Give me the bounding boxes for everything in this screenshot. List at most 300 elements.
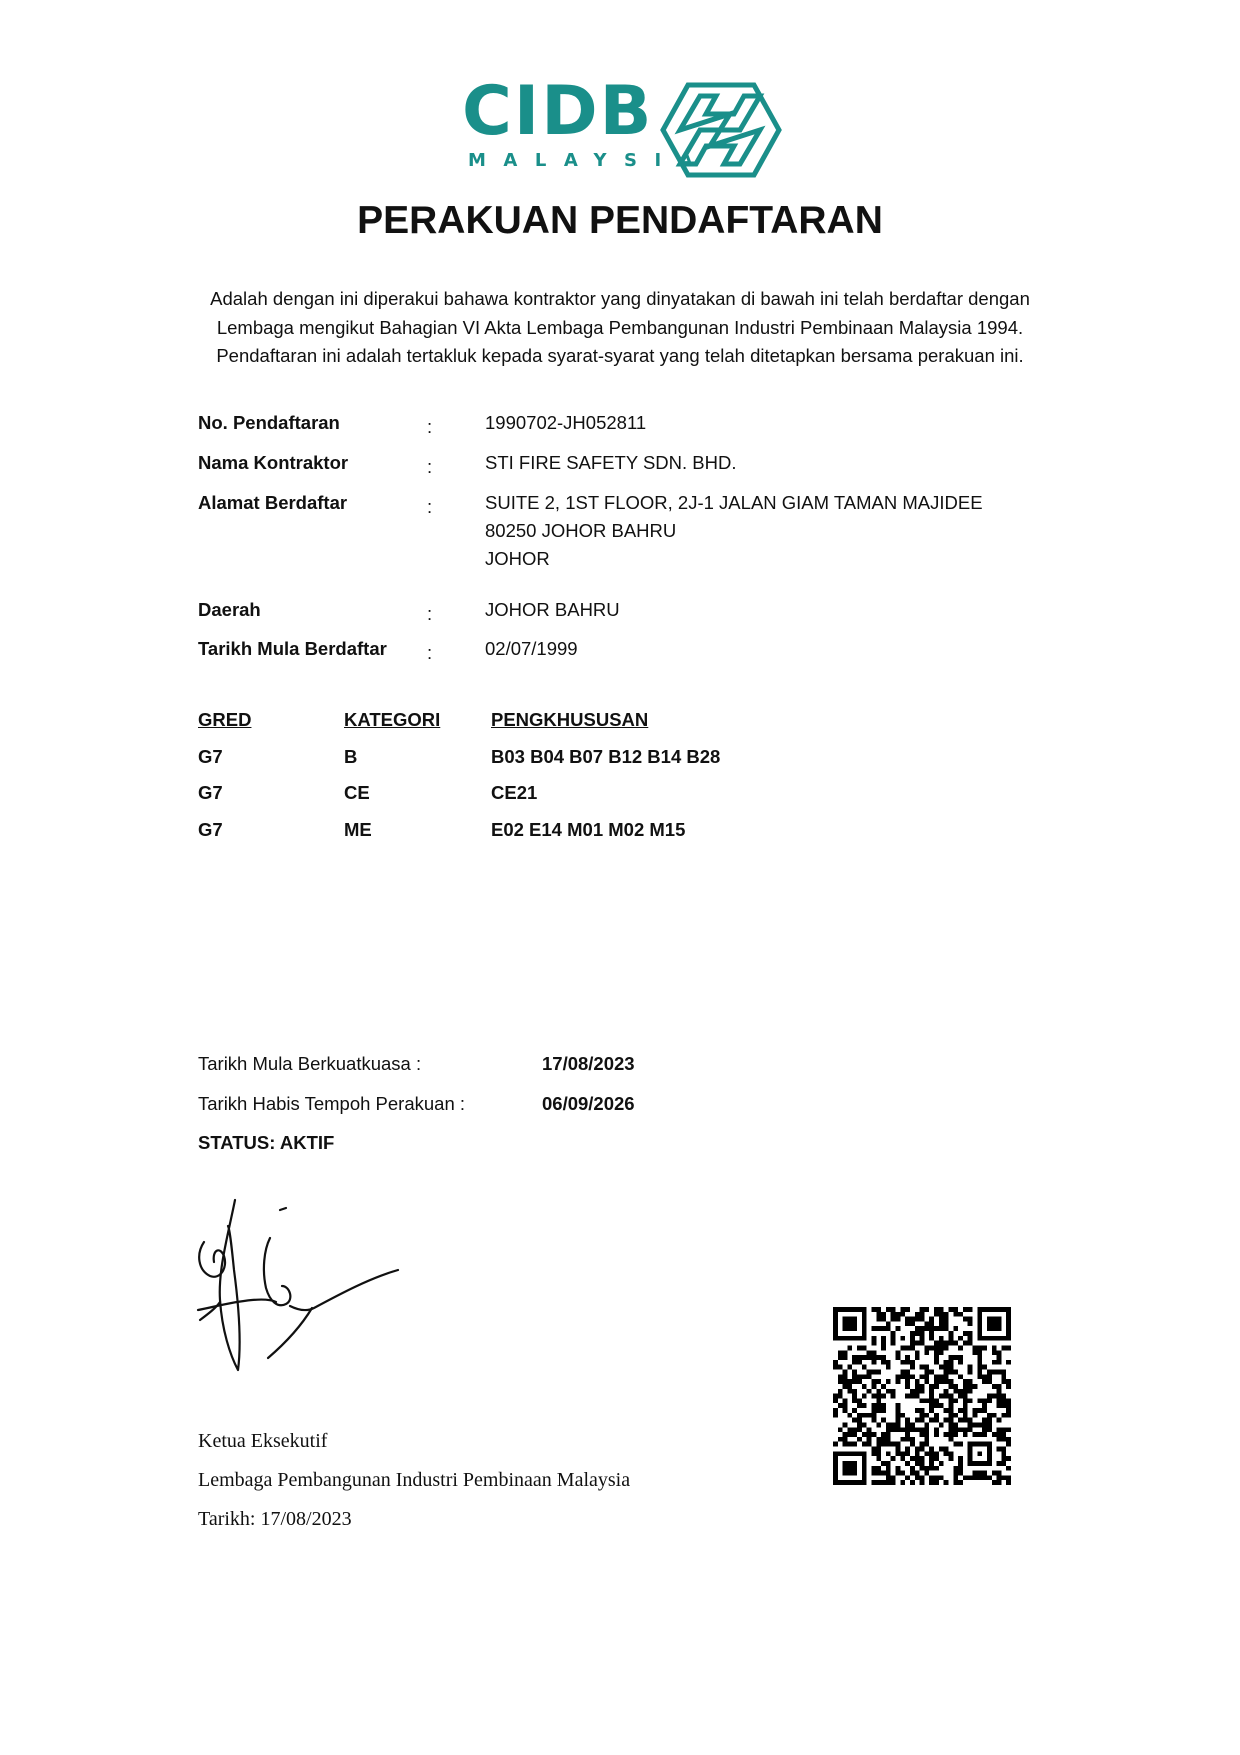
qr-module — [953, 1422, 958, 1427]
qr-module — [838, 1403, 843, 1408]
qr-module — [924, 1442, 929, 1447]
qr-module — [934, 1413, 939, 1418]
qr-module — [896, 1466, 901, 1471]
qr-module — [915, 1471, 920, 1476]
qr-module — [862, 1422, 867, 1427]
qr-module — [857, 1398, 862, 1403]
qr-module — [915, 1350, 920, 1355]
qr-module — [838, 1374, 843, 1379]
qr-module — [924, 1374, 929, 1379]
qr-module — [847, 1345, 852, 1350]
qr-module — [958, 1394, 963, 1399]
qr-module — [987, 1418, 992, 1423]
grade-cell-kategori: CE — [344, 782, 370, 803]
qr-module — [905, 1418, 910, 1423]
qr-module — [977, 1432, 982, 1437]
qr-module — [920, 1466, 925, 1471]
qr-module — [963, 1408, 968, 1413]
value-daerah: JOHOR BAHRU — [485, 599, 620, 620]
qr-module — [871, 1336, 876, 1341]
qr-module — [982, 1345, 987, 1350]
qr-module — [982, 1374, 987, 1379]
qr-module — [857, 1379, 862, 1384]
qr-module — [876, 1471, 881, 1476]
qr-module — [862, 1355, 867, 1360]
qr-module — [905, 1461, 910, 1466]
alamat-line: SUITE 2, 1ST FLOOR, 2J-1 JALAN GIAM TAMAN MAJIDEE — [485, 492, 983, 513]
intro-line: Pendaftaran ini adalah tertakluk kepada syarat-syarat yang telah ditetapkan bersama perakuan ini. — [216, 345, 1024, 366]
qr-module — [973, 1413, 978, 1418]
qr-module — [862, 1345, 867, 1350]
label-tarikh-mula-berkuatkuasa: Tarikh Mula Berkuatkuasa : — [198, 1053, 422, 1074]
qr-module — [905, 1394, 910, 1399]
qr-module — [891, 1475, 896, 1480]
qr-module — [862, 1384, 867, 1389]
qr-module — [948, 1427, 953, 1432]
qr-module — [968, 1398, 973, 1403]
qr-module — [886, 1480, 891, 1485]
qr-module — [948, 1336, 953, 1341]
qr-module — [948, 1355, 953, 1360]
qr-module — [852, 1398, 857, 1403]
qr-module — [992, 1345, 997, 1350]
qr-module — [876, 1466, 881, 1471]
qr-module — [997, 1461, 1002, 1466]
qr-module — [924, 1370, 929, 1375]
qr-module — [843, 1374, 848, 1379]
qr-module — [871, 1384, 876, 1389]
qr-module — [905, 1422, 910, 1427]
qr-module — [881, 1317, 886, 1322]
qr-module — [977, 1370, 982, 1375]
qr-module — [910, 1394, 915, 1399]
qr-module — [920, 1408, 925, 1413]
qr-module — [944, 1389, 949, 1394]
qr-module — [905, 1355, 910, 1360]
qr-module — [958, 1312, 963, 1317]
qr-module — [1001, 1398, 1006, 1403]
qr-module — [896, 1413, 901, 1418]
qr-module — [900, 1427, 905, 1432]
qr-module — [948, 1365, 953, 1370]
qr-module — [958, 1389, 963, 1394]
qr-module — [843, 1422, 848, 1427]
qr-module — [934, 1312, 939, 1317]
qr-module — [900, 1345, 905, 1350]
qr-module — [905, 1475, 910, 1480]
qr-module — [997, 1447, 1002, 1452]
qr-module — [1001, 1447, 1006, 1452]
qr-module — [953, 1432, 958, 1437]
qr-module — [934, 1350, 939, 1355]
qr-module — [944, 1394, 949, 1399]
qr-module — [886, 1471, 891, 1476]
qr-module — [982, 1408, 987, 1413]
qr-module — [934, 1403, 939, 1408]
qr-module — [948, 1370, 953, 1375]
qr-module — [857, 1422, 862, 1427]
qr-module — [867, 1442, 872, 1447]
qr-module — [896, 1447, 901, 1452]
qr-module — [1006, 1408, 1011, 1413]
qr-module — [948, 1432, 953, 1437]
qr-module — [963, 1394, 968, 1399]
qr-module — [939, 1403, 944, 1408]
qr-module — [1001, 1403, 1006, 1408]
qr-module — [871, 1350, 876, 1355]
qr-module — [871, 1394, 876, 1399]
qr-module — [948, 1451, 953, 1456]
qr-module — [910, 1345, 915, 1350]
qr-module — [910, 1471, 915, 1476]
qr-module — [953, 1370, 958, 1375]
qr-module — [838, 1350, 843, 1355]
qr-module — [963, 1418, 968, 1423]
qr-module — [929, 1394, 934, 1399]
qr-module — [934, 1384, 939, 1389]
qr-module — [852, 1374, 857, 1379]
qr-module — [843, 1442, 848, 1447]
qr-module — [867, 1355, 872, 1360]
qr-module — [905, 1427, 910, 1432]
qr-module — [876, 1389, 881, 1394]
qr-module — [992, 1432, 997, 1437]
grade-cell-gred: G7 — [198, 819, 223, 840]
qr-module — [944, 1317, 949, 1322]
alamat-line: 80250 JOHOR BAHRU — [485, 520, 677, 541]
qr-module — [847, 1413, 852, 1418]
qr-module — [920, 1475, 925, 1480]
qr-module — [924, 1471, 929, 1476]
label-nama-kontraktor: Nama Kontraktor — [198, 452, 349, 473]
qr-module — [939, 1422, 944, 1427]
qr-module — [920, 1413, 925, 1418]
qr-module — [910, 1321, 915, 1326]
qr-module — [963, 1413, 968, 1418]
qr-module — [876, 1355, 881, 1360]
qr-module — [939, 1312, 944, 1317]
qr-module — [982, 1418, 987, 1423]
qr-module — [929, 1456, 934, 1461]
qr-module — [929, 1480, 934, 1485]
qr-module — [876, 1394, 881, 1399]
qr-module — [968, 1365, 973, 1370]
qr-module — [939, 1317, 944, 1322]
qr-module — [857, 1360, 862, 1365]
qr-module — [876, 1408, 881, 1413]
qr-module — [896, 1317, 901, 1322]
qr-module — [915, 1317, 920, 1322]
qr-module — [929, 1403, 934, 1408]
qr-module — [958, 1418, 963, 1423]
qr-module — [929, 1418, 934, 1423]
qr-module — [987, 1394, 992, 1399]
grade-cell-gred: G7 — [198, 746, 223, 767]
qr-module — [833, 1360, 838, 1365]
qr-module — [963, 1317, 968, 1322]
qr-module — [896, 1408, 901, 1413]
qr-module — [982, 1365, 987, 1370]
qr-module — [992, 1370, 997, 1375]
qr-module — [900, 1374, 905, 1379]
qr-module — [1006, 1466, 1011, 1471]
qr-module — [910, 1341, 915, 1346]
qr-module — [948, 1437, 953, 1442]
qr-module — [886, 1461, 891, 1466]
qr-module — [939, 1336, 944, 1341]
qr-module — [896, 1355, 901, 1360]
qr-module — [944, 1480, 949, 1485]
qr-module — [958, 1345, 963, 1350]
qr-module — [968, 1475, 973, 1480]
qr-module — [1001, 1370, 1006, 1375]
qr-module — [871, 1403, 876, 1408]
qr-module — [929, 1331, 934, 1336]
qr-module — [843, 1350, 848, 1355]
qr-module — [871, 1379, 876, 1384]
qr-module — [929, 1326, 934, 1331]
qr-module — [944, 1374, 949, 1379]
qr-module — [876, 1326, 881, 1331]
qr-module — [915, 1427, 920, 1432]
qr-module — [968, 1341, 973, 1346]
qr-module — [992, 1384, 997, 1389]
qr-module — [1006, 1480, 1011, 1485]
qr-module — [915, 1312, 920, 1317]
qr-module — [958, 1374, 963, 1379]
qr-module — [934, 1451, 939, 1456]
qr-module — [857, 1345, 862, 1350]
qr-module — [973, 1422, 978, 1427]
qr-module — [1006, 1398, 1011, 1403]
qr-module — [977, 1398, 982, 1403]
qr-module — [843, 1379, 848, 1384]
qr-module — [934, 1432, 939, 1437]
qr-module — [992, 1413, 997, 1418]
qr-module — [948, 1379, 953, 1384]
qr-module — [939, 1307, 944, 1312]
qr-module — [857, 1403, 862, 1408]
qr-module — [881, 1312, 886, 1317]
grade-cell-gred: G7 — [198, 782, 223, 803]
qr-module — [977, 1422, 982, 1427]
qr-module — [900, 1413, 905, 1418]
qr-module — [910, 1336, 915, 1341]
intro-paragraph — [120, 285, 1120, 371]
qr-module — [847, 1389, 852, 1394]
qr-code-icon — [833, 1307, 1011, 1485]
qr-module — [934, 1341, 939, 1346]
grade-cell-pengkhususan: CE21 — [491, 782, 538, 803]
qr-module — [968, 1418, 973, 1423]
qr-module — [857, 1427, 862, 1432]
qr-module — [963, 1307, 968, 1312]
qr-module — [963, 1403, 968, 1408]
qr-module — [843, 1403, 848, 1408]
qr-module — [934, 1475, 939, 1480]
qr-module — [958, 1355, 963, 1360]
qr-module — [915, 1461, 920, 1466]
qr-module — [891, 1312, 896, 1317]
qr-module — [843, 1432, 848, 1437]
qr-module — [987, 1413, 992, 1418]
qr-module — [867, 1427, 872, 1432]
qr-module — [900, 1456, 905, 1461]
qr-module — [997, 1398, 1002, 1403]
qr-module — [977, 1350, 982, 1355]
qr-module — [939, 1350, 944, 1355]
qr-module — [982, 1379, 987, 1384]
qr-module — [968, 1370, 973, 1375]
qr-module — [1001, 1394, 1006, 1399]
qr-module — [953, 1413, 958, 1418]
qr-module — [987, 1398, 992, 1403]
qr-module — [1006, 1379, 1011, 1384]
qr-module — [963, 1398, 968, 1403]
qr-module — [934, 1480, 939, 1485]
qr-module — [881, 1336, 886, 1341]
qr-module — [891, 1427, 896, 1432]
grade-cell-pengkhususan: B03 B04 B07 B12 B14 B28 — [491, 746, 721, 767]
qr-module — [944, 1418, 949, 1423]
qr-module — [847, 1365, 852, 1370]
qr-module — [924, 1413, 929, 1418]
qr-module — [944, 1312, 949, 1317]
qr-module — [939, 1379, 944, 1384]
qr-module — [920, 1336, 925, 1341]
qr-module — [992, 1471, 997, 1476]
qr-module — [871, 1432, 876, 1437]
qr-module — [953, 1355, 958, 1360]
qr-module — [905, 1307, 910, 1312]
qr-module — [900, 1480, 905, 1485]
qr-module — [881, 1480, 886, 1485]
qr-module — [910, 1360, 915, 1365]
qr-module — [929, 1345, 934, 1350]
qr-module — [871, 1408, 876, 1413]
qr-module — [920, 1427, 925, 1432]
qr-module — [886, 1451, 891, 1456]
value-tarikh-habis-tempoh: 06/09/2026 — [542, 1093, 635, 1114]
qr-module — [843, 1398, 848, 1403]
qr-module — [997, 1480, 1002, 1485]
qr-module — [1001, 1345, 1006, 1350]
qr-module — [867, 1370, 872, 1375]
qr-module — [948, 1384, 953, 1389]
qr-module — [871, 1360, 876, 1365]
grade-cell-pengkhususan: E02 E14 M01 M02 M15 — [491, 819, 686, 840]
qr-module — [867, 1374, 872, 1379]
qr-module — [915, 1408, 920, 1413]
cidb-emblem-icon — [658, 82, 782, 178]
qr-module — [948, 1394, 953, 1399]
qr-module — [891, 1336, 896, 1341]
qr-module — [929, 1466, 934, 1471]
qr-module — [891, 1331, 896, 1336]
qr-module — [1006, 1456, 1011, 1461]
qr-module — [915, 1355, 920, 1360]
qr-module — [958, 1471, 963, 1476]
qr-module — [871, 1447, 876, 1452]
qr-module — [939, 1321, 944, 1326]
qr-module — [934, 1418, 939, 1423]
qr-module — [852, 1418, 857, 1423]
qr-module — [948, 1360, 953, 1365]
qr-module — [934, 1307, 939, 1312]
qr-module — [929, 1389, 934, 1394]
qr-module — [953, 1389, 958, 1394]
qr-module — [944, 1432, 949, 1437]
qr-module — [997, 1370, 1002, 1375]
qr-module — [871, 1326, 876, 1331]
qr-module — [881, 1432, 886, 1437]
qr-module — [896, 1379, 901, 1384]
qr-module — [1006, 1403, 1011, 1408]
qr-module — [1001, 1475, 1006, 1480]
qr-module — [833, 1413, 838, 1418]
qr-module — [944, 1345, 949, 1350]
colon: : — [427, 496, 433, 517]
qr-module — [896, 1350, 901, 1355]
qr-module — [833, 1398, 838, 1403]
qr-module — [905, 1384, 910, 1389]
value-nama-kontraktor: STI FIRE SAFETY SDN. BHD. — [485, 452, 737, 473]
qr-module — [953, 1466, 958, 1471]
qr-module — [958, 1427, 963, 1432]
qr-module — [968, 1321, 973, 1326]
qr-module — [963, 1341, 968, 1346]
qr-module — [900, 1451, 905, 1456]
qr-module — [833, 1408, 838, 1413]
qr-module — [987, 1370, 992, 1375]
qr-module — [1006, 1427, 1011, 1432]
qr-module — [939, 1341, 944, 1346]
qr-module — [920, 1447, 925, 1452]
qr-module — [900, 1437, 905, 1442]
qr-module — [920, 1432, 925, 1437]
qr-module — [973, 1475, 978, 1480]
qr-module — [944, 1370, 949, 1375]
qr-module — [857, 1374, 862, 1379]
qr-module — [838, 1365, 843, 1370]
qr-module — [958, 1336, 963, 1341]
qr-module — [862, 1365, 867, 1370]
value-tarikh-mula-berkuatkuasa: 17/08/2023 — [542, 1053, 635, 1074]
qr-module — [891, 1317, 896, 1322]
qr-module — [924, 1427, 929, 1432]
qr-module — [910, 1456, 915, 1461]
qr-module — [905, 1432, 910, 1437]
qr-module — [929, 1447, 934, 1452]
qr-module — [910, 1480, 915, 1485]
qr-module — [905, 1370, 910, 1375]
qr-module — [997, 1389, 1002, 1394]
qr-module — [891, 1394, 896, 1399]
qr-module — [847, 1442, 852, 1447]
qr-module — [886, 1326, 891, 1331]
qr-module — [876, 1422, 881, 1427]
qr-module — [934, 1398, 939, 1403]
grade-header-kategori: KATEGORI — [344, 709, 441, 730]
qr-module — [876, 1370, 881, 1375]
qr-module — [958, 1442, 963, 1447]
qr-module — [886, 1422, 891, 1427]
qr-module — [881, 1408, 886, 1413]
qr-module — [920, 1365, 925, 1370]
qr-module — [852, 1370, 857, 1375]
grade-cell-kategori: ME — [344, 819, 372, 840]
qr-module — [939, 1374, 944, 1379]
